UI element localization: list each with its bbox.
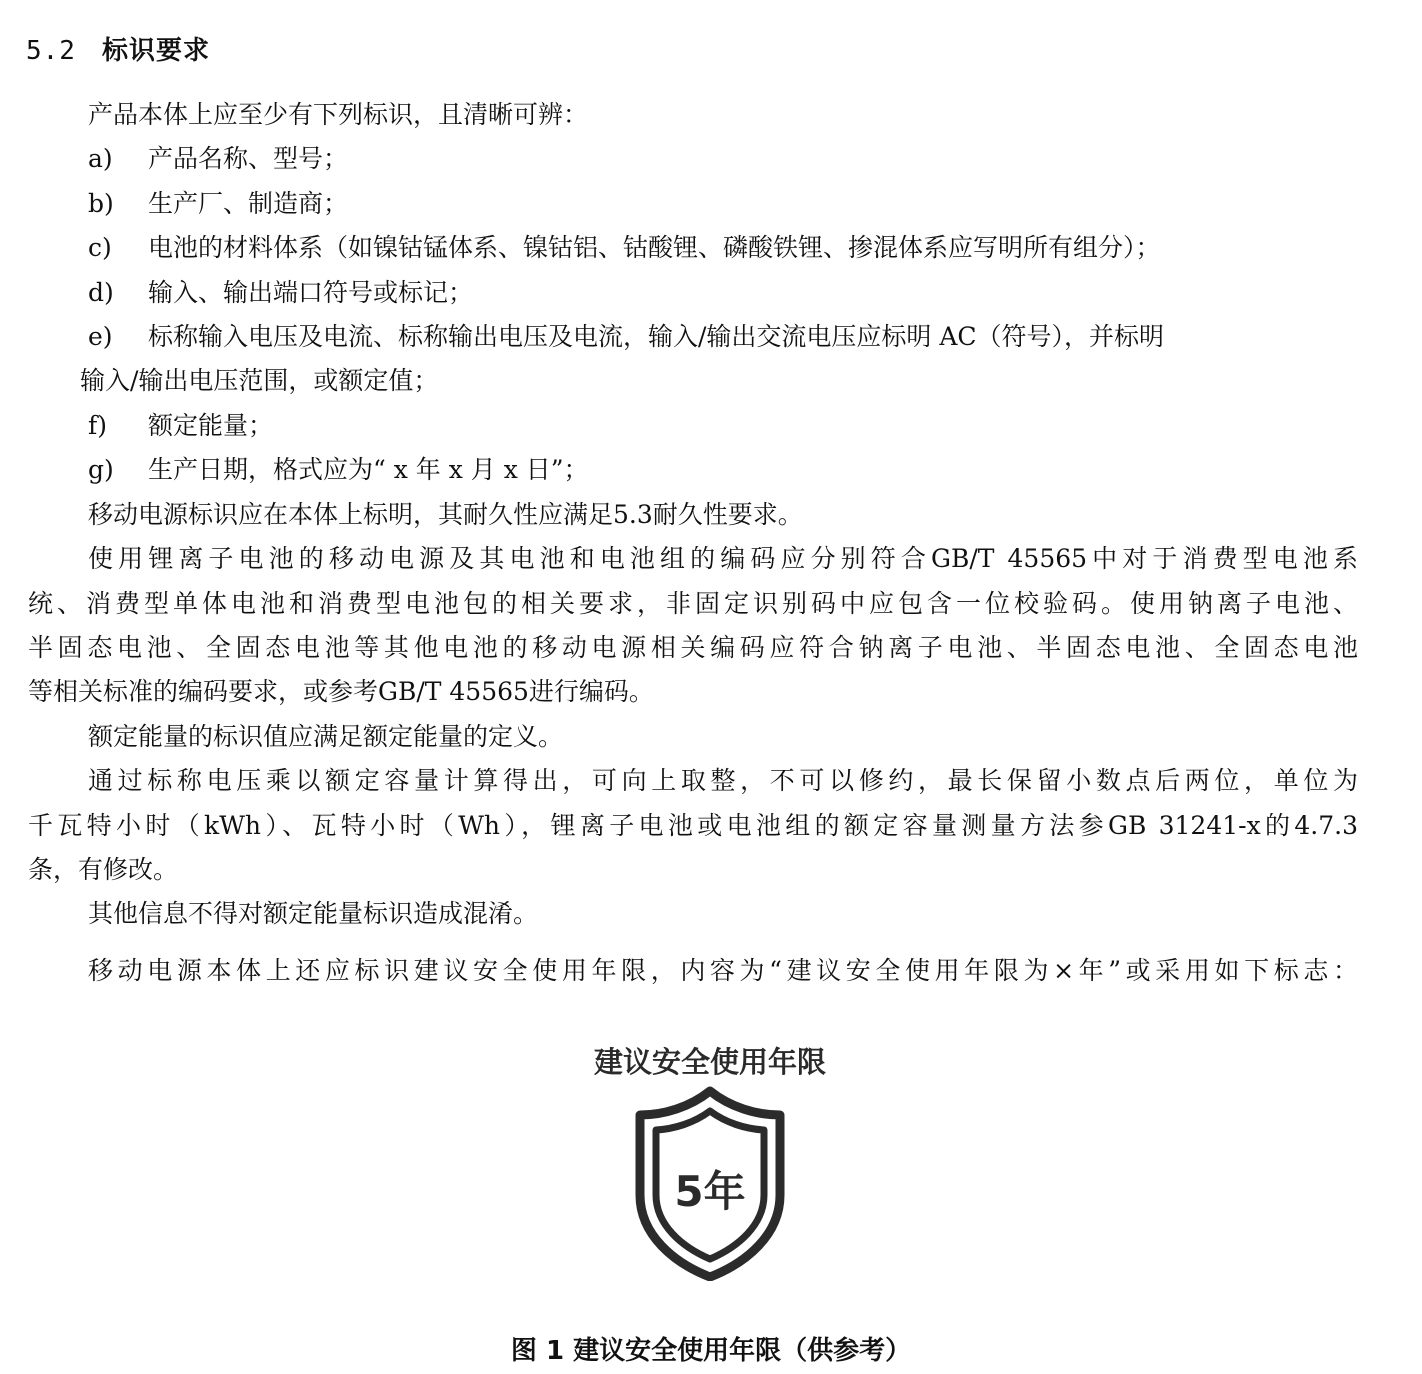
list-item-text: 标称输入电压及电流、标称输出电压及电流，输入/输出交流电压应标明 AC（符号），并标明 xyxy=(148,322,1165,351)
paragraph-coding-line: 统、消费型单体电池和消费型电池包的相关要求，非固定识别码中应包含一位校验码。使用钠离子电池、 xyxy=(28,589,1358,618)
figure-caption: 图 1 建议安全使用年限（供参考） xyxy=(510,1336,912,1366)
safe-use-period-figure xyxy=(560,1030,860,1270)
badge-text: 5年 xyxy=(674,1167,746,1216)
list-item xyxy=(88,278,1422,308)
list-item xyxy=(88,189,1422,219)
list-marker: e) xyxy=(88,322,113,351)
list-item-text: 输入、输出端口符号或标记； xyxy=(148,278,474,307)
list-item xyxy=(88,233,1422,263)
list-marker: c) xyxy=(88,233,112,262)
paragraph-safe-use-period: 移动电源本体上还应标识建议安全使用年限，内容为“建议安全使用年限为×年”或采用如下标志： xyxy=(88,956,1358,985)
paragraph-durability: 移动电源标识应在本体上标明，其耐久性应满足5.3耐久性要求。 xyxy=(88,500,803,529)
list-marker: a) xyxy=(88,144,113,173)
paragraph-no-confusion: 其他信息不得对额定能量标识造成混淆。 xyxy=(88,899,539,928)
list-item-text: 生产厂、制造商； xyxy=(148,189,349,218)
section-number: 5.2 xyxy=(26,36,76,66)
list-item xyxy=(88,411,1422,441)
paragraph-calculation-line: 千瓦特小时（kWh）、瓦特小时（Wh），锂离子电池或电池组的额定容量测量方法参GB 31241-x的4.7.3 xyxy=(28,811,1358,840)
list-item xyxy=(88,144,1422,174)
intro-paragraph: 产品本体上应至少有下列标识，且清晰可辨： xyxy=(88,100,589,129)
section-heading xyxy=(26,30,210,67)
paragraph-calculation-line: 条，有修改。 xyxy=(28,855,179,884)
list-marker: b) xyxy=(88,189,114,218)
paragraph-coding-line: 使用锂离子电池的移动电源及其电池和电池组的编码应分别符合GB/T 45565中对于消费型电池系 xyxy=(88,544,1358,573)
list-marker: d) xyxy=(88,278,114,307)
figure-label-title: 建议安全使用年限 xyxy=(593,1045,826,1079)
list-marker: f) xyxy=(88,411,108,440)
list-item-text: 电池的材料体系（如镍钴锰体系、镍钴铝、钴酸锂、磷酸铁锂、掺混体系应写明所有组分）； xyxy=(148,233,1161,262)
list-item xyxy=(88,455,1422,485)
paragraph-coding-line: 半固态电池、全固态电池等其他电池的移动电源相关编码应符合钠离子电池、半固态电池、全固态电池 xyxy=(28,633,1358,662)
paragraph-energy-definition: 额定能量的标识值应满足额定能量的定义。 xyxy=(88,722,564,751)
section-title: 标识要求 xyxy=(101,36,210,66)
list-item-text: 产品名称、型号； xyxy=(148,144,349,173)
list-item-text: 额定能量； xyxy=(148,411,274,440)
list-marker: g) xyxy=(88,455,114,484)
paragraph-coding-line: 等相关标准的编码要求，或参考GB/T 45565进行编码。 xyxy=(28,677,654,706)
paragraph-calculation-line: 通过标称电压乘以额定容量计算得出，可向上取整，不可以修约，最长保留小数点后两位，单位为 xyxy=(88,766,1358,795)
list-item xyxy=(88,322,1422,352)
shield-icon xyxy=(634,1085,786,1281)
list-item-continuation: 输入/输出电压范围，或额定值； xyxy=(80,366,439,395)
list-item-text: 生产日期，格式应为“ x 年 x 月 x 日”； xyxy=(148,455,589,484)
